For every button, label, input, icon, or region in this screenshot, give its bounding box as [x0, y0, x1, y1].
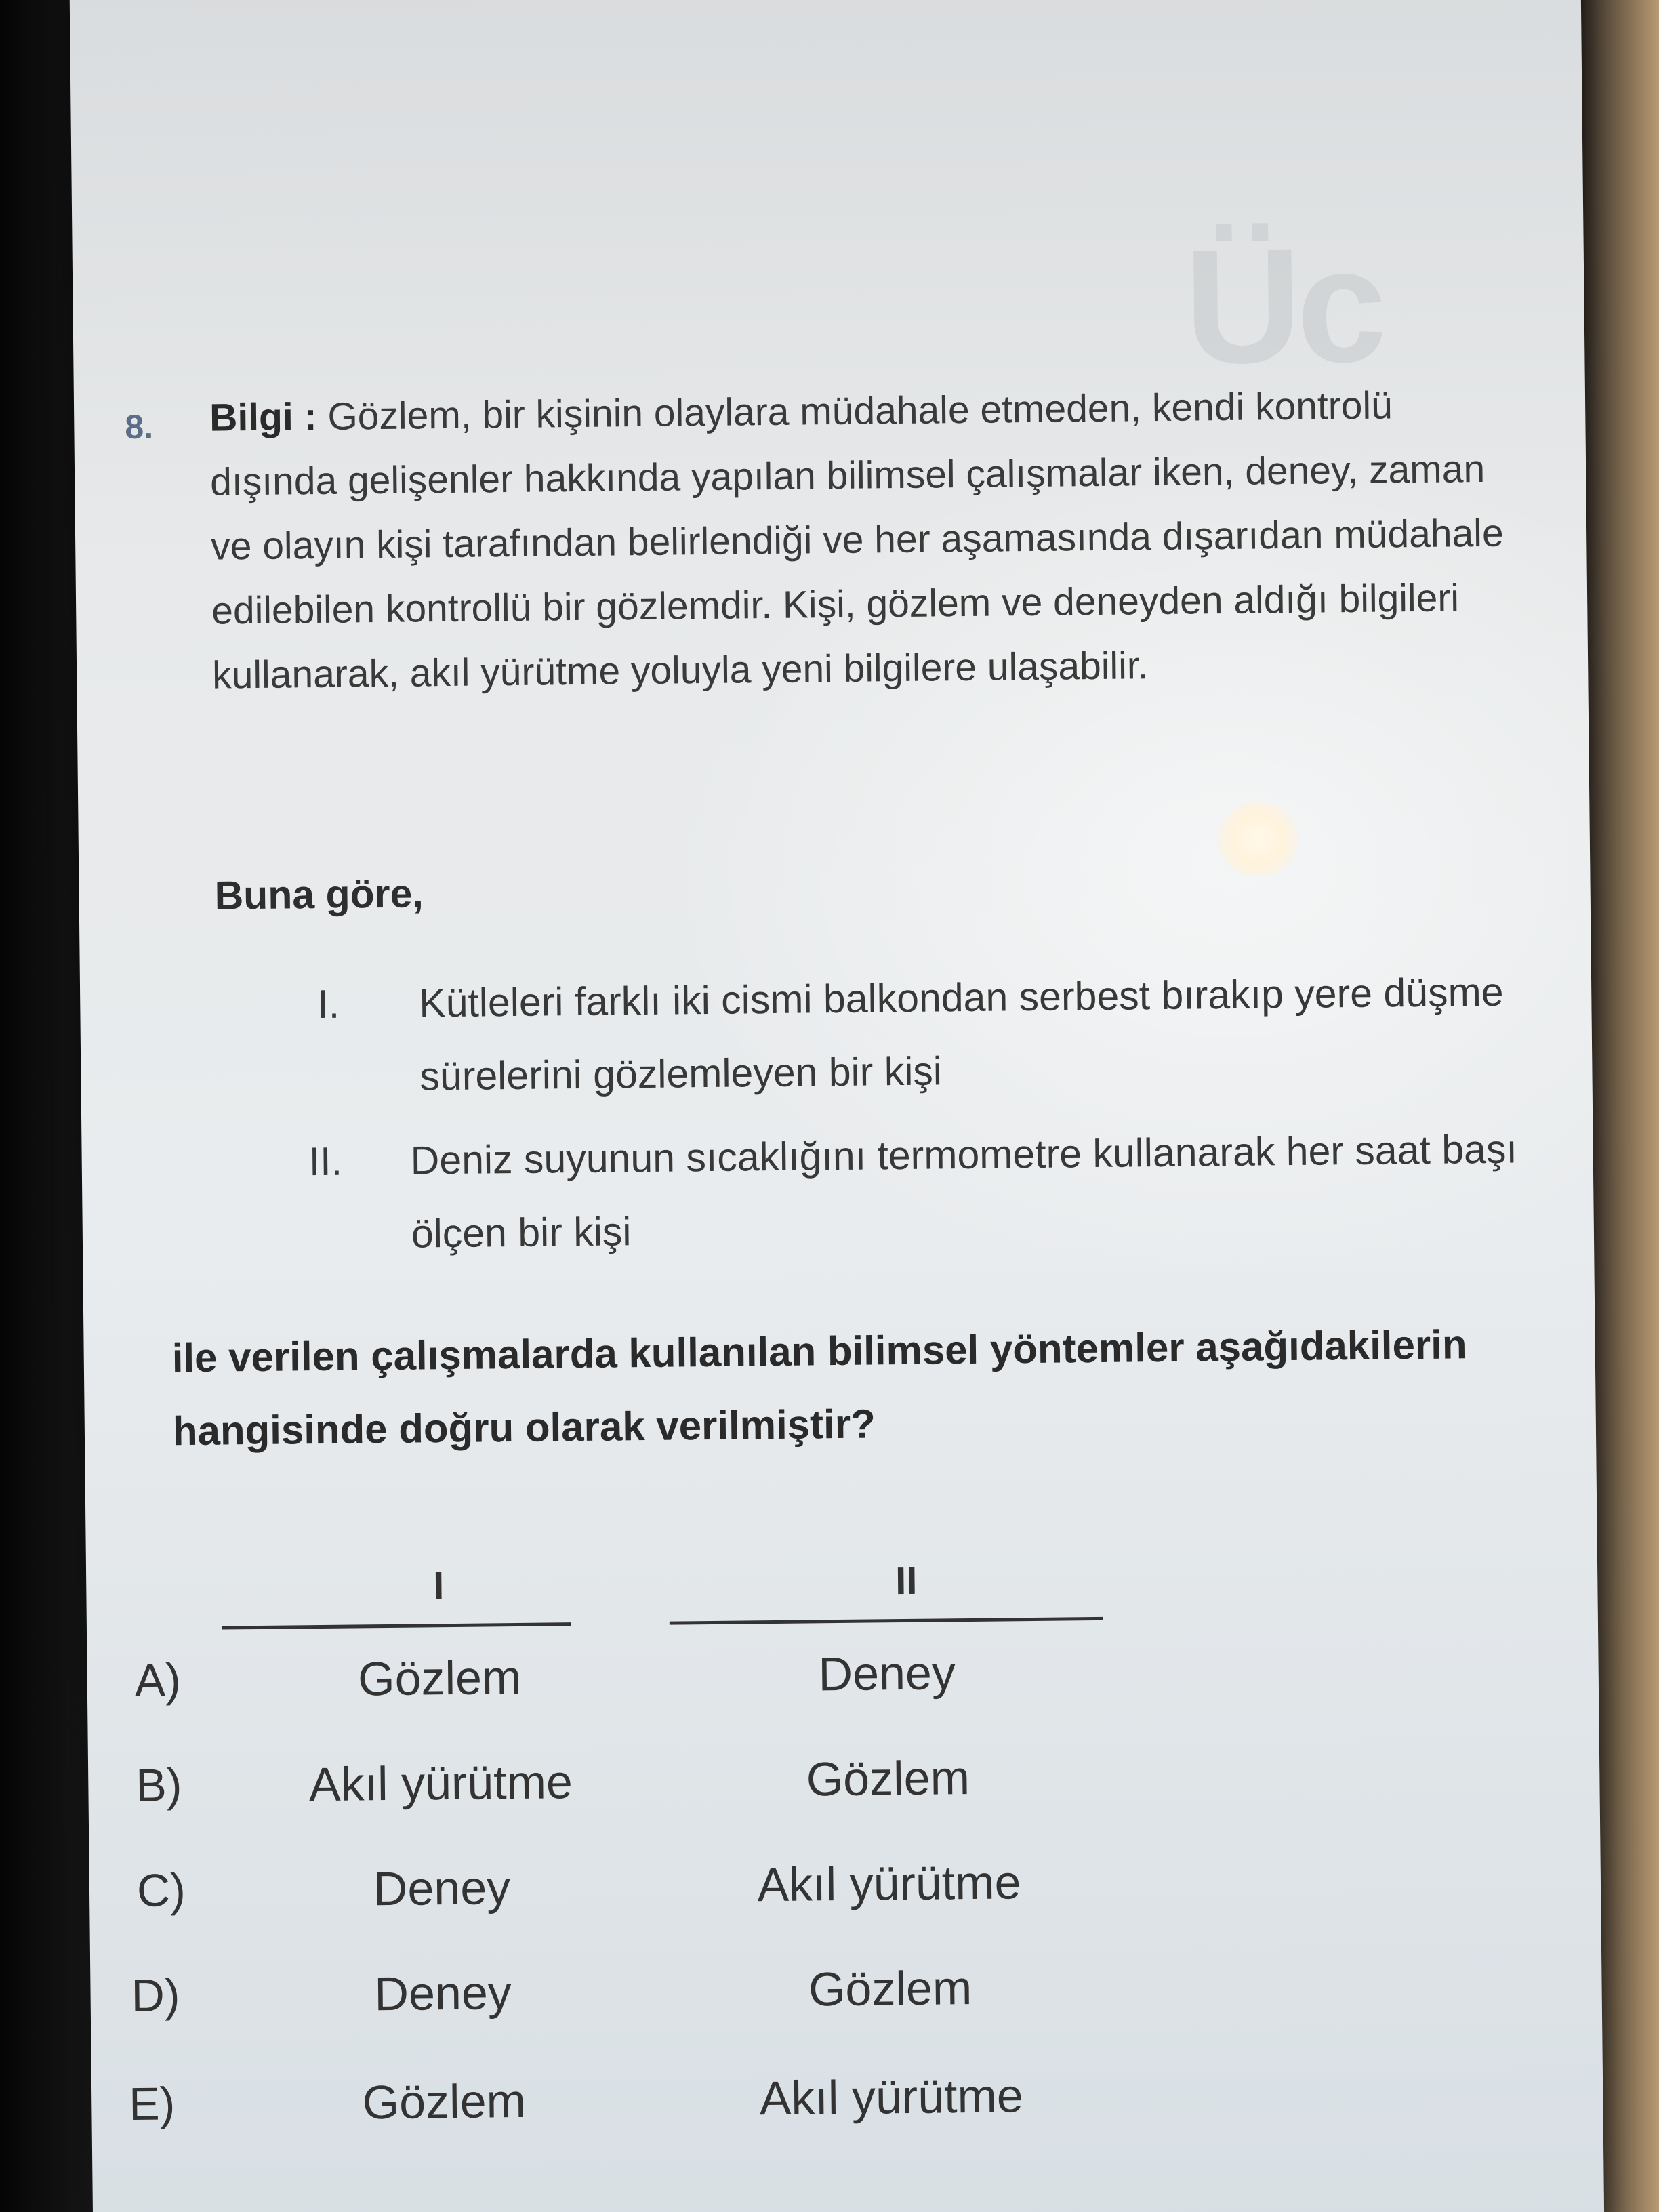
column-header-1: I — [432, 1563, 445, 1608]
option-a-col1: Gözlem — [357, 1650, 522, 1706]
option-c-col1: Deney — [373, 1861, 511, 1916]
option-c-col2: Akıl yürütme — [757, 1856, 1021, 1912]
faded-watermark: Üc — [1183, 213, 1382, 398]
option-letter-e[interactable]: E) — [128, 2078, 176, 2131]
statement-text: Deniz suyunun sıcaklığını termometre kullanarak her saat başı ölçen bir kişi — [410, 1126, 1518, 1256]
worksheet-page — [70, 0, 1605, 2212]
option-d-col1: Deney — [374, 1966, 512, 2021]
option-letter-c[interactable]: C) — [136, 1864, 186, 1917]
info-text: Gözlem, bir kişinin olaylara müdahale etmeden, kendi kontrolü dışında gelişenler hakkında yapılan bilimsel çalışmalar iken, deney, zaman ve olayın kişi tarafından belirlendiği ve her aşamasında dışarıdan müdahale edilebilen kontrollü bir gözlemdir. Kişi, gözlem ve deneyden aldığı bilgileri kullanarak, akıl yürütme yoluyla yeni bilgilere ulaşabilir. — [209, 384, 1504, 697]
option-e-col1: Gözlem — [362, 2074, 527, 2129]
option-e-col2: Akıl yürütme — [759, 2069, 1024, 2125]
column-header-2: II — [895, 1558, 918, 1603]
option-letter-a[interactable]: A) — [134, 1654, 182, 1706]
option-letter-b[interactable]: B) — [135, 1759, 182, 1811]
option-d-col2: Gözlem — [808, 1961, 972, 2016]
statement-numeral: I. — [316, 981, 340, 1027]
info-label: Bilgi : — [209, 394, 317, 440]
statement-text: Kütleleri farklı iki cismi balkondan serbest bırakıp yere düşme sürelerini gözlemleyen bir kişi — [418, 969, 1504, 1099]
option-b-col2: Gözlem — [806, 1751, 970, 1806]
column-rule-1 — [222, 1622, 571, 1629]
question-prompt: ile verilen çalışmalarda kullanılan bilimsel yöntemler aşağıdakilerin hangisinde doğru olarak verilmiştir? — [171, 1322, 1467, 1454]
lead-text: Buna göre, — [214, 871, 424, 918]
option-b-col1: Akıl yürütme — [308, 1755, 573, 1811]
info-paragraph — [209, 373, 1514, 708]
column-rule-2 — [670, 1617, 1103, 1625]
light-glare — [1216, 802, 1298, 877]
statement-numeral: II. — [308, 1139, 343, 1185]
question-number: 8. — [125, 407, 154, 446]
option-a-col2: Deney — [818, 1646, 956, 1701]
option-letter-d[interactable]: D) — [131, 1969, 180, 2022]
